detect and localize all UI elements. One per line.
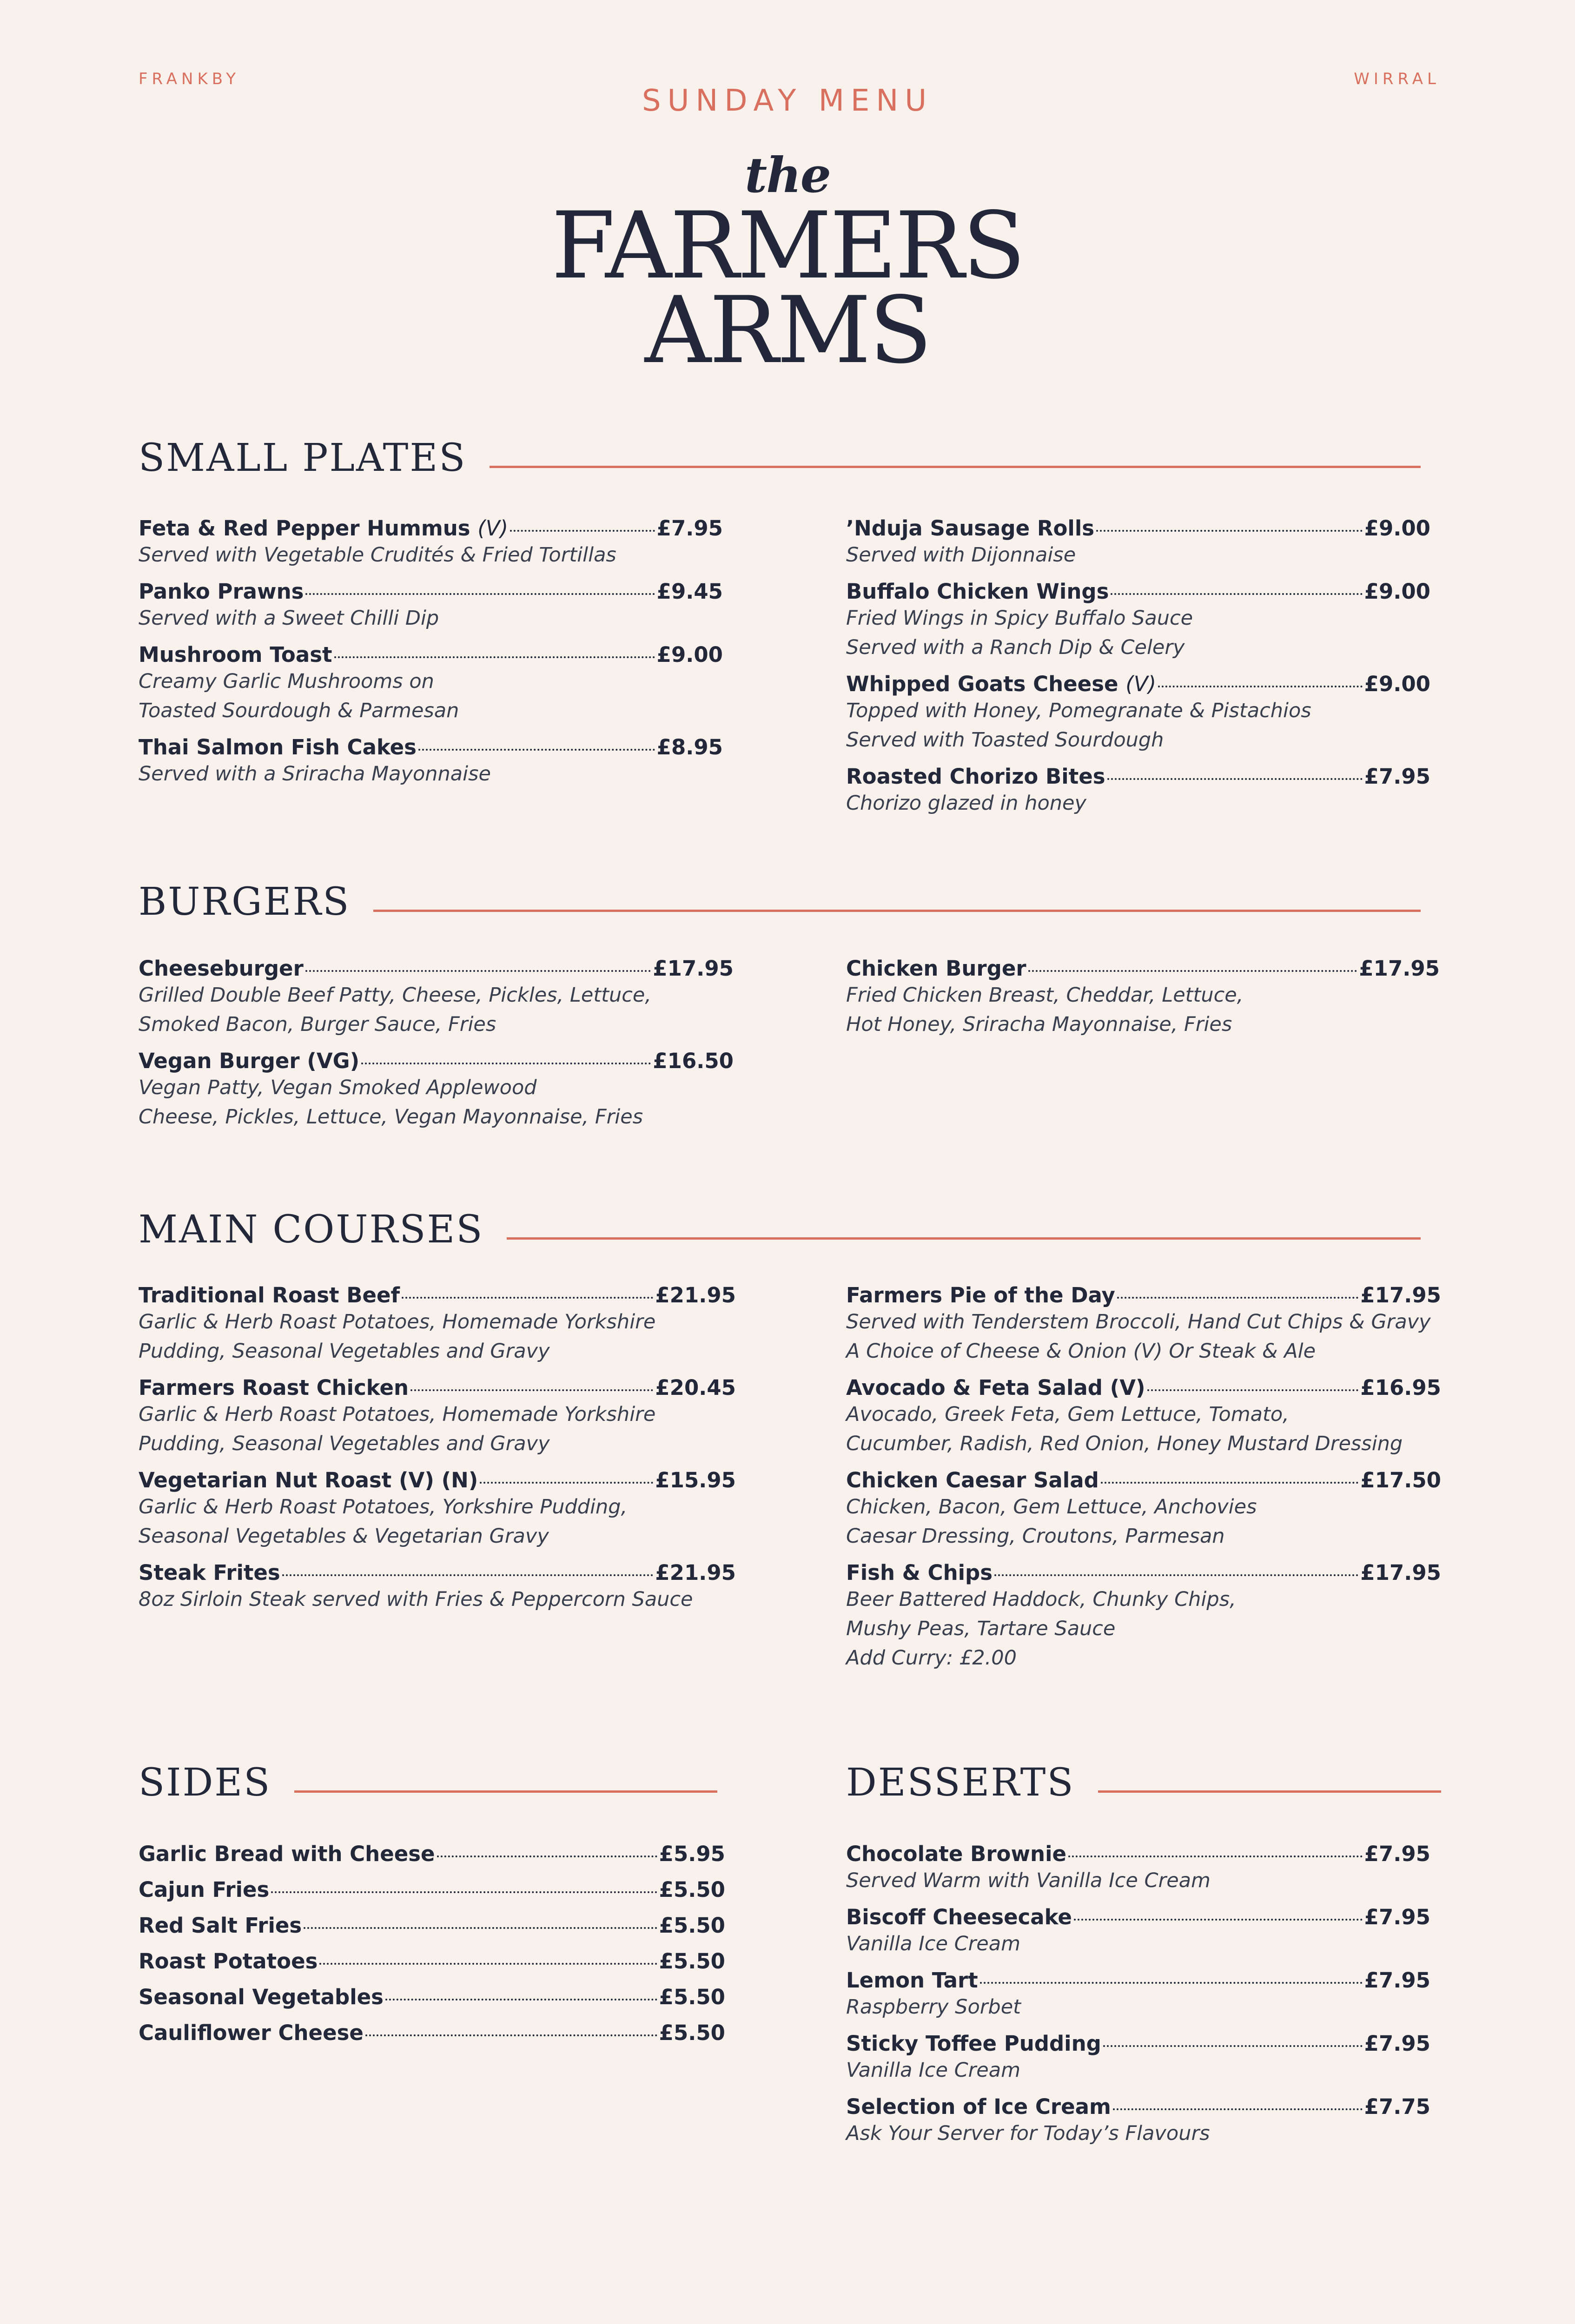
menu-item-description: Served with Dijonnaise xyxy=(846,543,1076,567)
menu-item-description: Hot Honey, Sriracha Mayonnaise, Fries xyxy=(846,1013,1232,1036)
menu-item-name-text: ’Nduja Sausage Rolls xyxy=(846,516,1095,541)
menu-item-name-text: Roasted Chorizo Bites xyxy=(846,764,1105,789)
menu-item-name-text: Chicken Burger xyxy=(846,956,1026,981)
dot-leader xyxy=(1117,1297,1358,1299)
menu-item-row xyxy=(846,2031,1430,2056)
menu-item-row xyxy=(139,642,723,667)
menu-item-row xyxy=(846,764,1430,789)
section-rule xyxy=(294,1790,717,1793)
dot-leader xyxy=(282,1574,654,1576)
menu-item-row xyxy=(139,1842,725,1866)
menu-item-row xyxy=(139,1913,725,1938)
main-courses-right-column xyxy=(846,1283,1441,1682)
section-title: MAIN COURSES xyxy=(139,1208,484,1252)
dot-leader xyxy=(1074,1919,1363,1921)
side-item xyxy=(139,1842,725,1866)
menu-type-heading: SUNDAY MENU xyxy=(642,84,933,118)
dot-leader xyxy=(1028,970,1357,972)
menu-item-description: A Choice of Cheese & Onion (V) Or Steak & Ale xyxy=(846,1340,1316,1363)
dot-leader xyxy=(1101,1482,1359,1484)
menu-item-price: £17.95 xyxy=(1360,1283,1441,1307)
menu-item xyxy=(139,735,723,789)
menu-item xyxy=(846,2031,1430,2085)
menu-item-row xyxy=(846,1283,1441,1307)
section-rule xyxy=(373,910,1421,912)
menu-item-description: Served with Tenderstem Broccoli, Hand Cut Chips & Gravy xyxy=(846,1310,1431,1334)
sides-column xyxy=(139,1842,725,2056)
menu-item xyxy=(846,1905,1430,1959)
menu-item-name-text: Avocado & Feta Salad (V) xyxy=(846,1375,1145,1400)
menu-item-name-text: Selection of Ice Cream xyxy=(846,2094,1111,2119)
menu-item-name xyxy=(139,1283,400,1307)
menu-item xyxy=(846,1560,1441,1673)
menu-item-description: Add Curry: £2.00 xyxy=(846,1646,1017,1670)
menu-item-row xyxy=(846,1560,1441,1585)
dot-leader xyxy=(1103,2045,1363,2047)
menu-item-description: Pudding, Seasonal Vegetables and Gravy xyxy=(139,1432,550,1455)
logo-the: the xyxy=(745,146,830,204)
menu-item-name xyxy=(846,1905,1072,1929)
menu-item-description: Fried Wings in Spicy Buffalo Sauce xyxy=(846,607,1193,630)
logo-title-line2: ARMS xyxy=(644,277,931,384)
menu-item-name xyxy=(139,735,417,759)
menu-item xyxy=(846,1283,1441,1366)
menu-item-description: Served with Vegetable Crudités & Fried Tortillas xyxy=(139,543,616,567)
menu-item-description: Seasonal Vegetables & Vegetarian Gravy xyxy=(139,1525,549,1548)
menu-item-description: Beer Battered Haddock, Chunky Chips, xyxy=(846,1588,1236,1611)
dot-leader xyxy=(510,530,655,532)
menu-item-row xyxy=(139,956,734,981)
menu-item-row xyxy=(846,1468,1441,1492)
menu-item-name: Cajun Fries xyxy=(139,1877,270,1902)
menu-item xyxy=(139,1283,736,1366)
menu-item-name xyxy=(139,1468,478,1492)
menu-item xyxy=(139,1375,736,1459)
menu-item xyxy=(846,672,1430,755)
dot-leader xyxy=(1147,1389,1359,1391)
section-title: SMALL PLATES xyxy=(139,436,467,480)
menu-item-description: Cucumber, Radish, Red Onion, Honey Mustard Dressing xyxy=(846,1432,1403,1455)
dot-leader xyxy=(305,593,655,595)
menu-item-price: £17.50 xyxy=(1360,1468,1441,1492)
menu-item-name xyxy=(846,764,1105,789)
menu-item xyxy=(139,1049,734,1132)
menu-item-price: £17.95 xyxy=(1359,956,1440,981)
dot-leader xyxy=(480,1482,653,1484)
menu-item-description: Fried Chicken Breast, Cheddar, Lettuce, xyxy=(846,984,1244,1007)
dot-leader xyxy=(1096,530,1363,532)
menu-item-name-text: Chicken Caesar Salad xyxy=(846,1468,1099,1492)
dietary-tag: (V) xyxy=(477,516,509,541)
menu-item-name xyxy=(846,1375,1145,1400)
menu-item-name: Seasonal Vegetables xyxy=(139,1985,384,2009)
menu-item xyxy=(139,516,723,570)
side-item xyxy=(139,2020,725,2045)
menu-item-name-text: Buffalo Chicken Wings xyxy=(846,579,1109,604)
menu-item-price: £9.00 xyxy=(1364,672,1430,696)
menu-item-price: £7.95 xyxy=(1364,764,1430,789)
menu-item-name xyxy=(846,2031,1101,2056)
menu-item-name: Cauliflower Cheese xyxy=(139,2020,364,2045)
menu-item-row xyxy=(139,1049,734,1073)
menu-item-price: £7.95 xyxy=(1364,1842,1430,1866)
menu-item-name-text: Vegan Burger (VG) xyxy=(139,1049,360,1073)
menu-item-description: Vegan Patty, Vegan Smoked Applewood xyxy=(139,1076,537,1099)
menu-item-description: Served with a Sweet Chilli Dip xyxy=(139,607,439,630)
menu-item-price: £17.95 xyxy=(1360,1560,1441,1585)
menu-item-name xyxy=(846,516,1094,541)
menu-item-price: £16.50 xyxy=(653,1049,734,1073)
menu-item-description: 8oz Sirloin Steak served with Fries & Peppercorn Sauce xyxy=(139,1588,693,1611)
menu-item-name xyxy=(139,1049,359,1073)
menu-item-name-text: Farmers Pie of the Day xyxy=(846,1283,1115,1307)
menu-item-description: Vanilla Ice Cream xyxy=(846,1932,1020,1955)
dot-leader xyxy=(1113,2108,1363,2110)
menu-item-description: Chorizo glazed in honey xyxy=(846,792,1086,815)
menu-item xyxy=(139,579,723,633)
menu-item-row xyxy=(139,1985,725,2009)
menu-item-price: £21.95 xyxy=(655,1560,736,1585)
menu-item xyxy=(846,579,1430,662)
menu-item xyxy=(139,1468,736,1551)
menu-item-description: Grilled Double Beef Patty, Cheese, Pickles, Lettuce, xyxy=(139,984,652,1007)
menu-item xyxy=(139,1560,736,1614)
menu-item xyxy=(846,1468,1441,1551)
menu-item-name xyxy=(846,1968,978,1993)
menu-item-name xyxy=(846,1468,1099,1492)
menu-item-name-text: Vegetarian Nut Roast (V) (N) xyxy=(139,1468,478,1492)
menu-item-price: £5.95 xyxy=(659,1842,725,1866)
dot-leader xyxy=(271,1891,657,1893)
menu-item-price: £7.95 xyxy=(1364,1968,1430,1993)
main-courses-left-column xyxy=(139,1283,736,1624)
side-item xyxy=(139,1877,725,1902)
dot-leader xyxy=(304,1927,657,1929)
menu-item-name-text: Steak Frites xyxy=(139,1560,280,1585)
menu-item-price: £9.45 xyxy=(656,579,723,604)
location-right: WIRRAL xyxy=(1354,70,1440,88)
menu-item-name: Roast Potatoes xyxy=(139,1949,318,1974)
menu-item-row xyxy=(846,2094,1430,2119)
menu-item-description: Caesar Dressing, Croutons, Parmesan xyxy=(846,1525,1225,1548)
menu-item-name-text: Chocolate Brownie xyxy=(846,1842,1067,1866)
menu-item-price: £8.95 xyxy=(656,735,723,759)
menu-item-row xyxy=(846,516,1430,541)
menu-item-price: £5.50 xyxy=(659,1913,725,1938)
dot-leader xyxy=(994,1574,1358,1576)
desserts-column xyxy=(846,1842,1430,2158)
logo-title-line1: FARMERS xyxy=(551,192,1024,299)
menu-item xyxy=(846,1375,1441,1459)
menu-item-description: Raspberry Sorbet xyxy=(846,1995,1021,2019)
section-main-courses-header xyxy=(139,1208,1421,1252)
location-left: FRANKBY xyxy=(139,70,240,88)
menu-item xyxy=(846,956,1440,1039)
menu-item-row xyxy=(139,1468,736,1492)
section-rule xyxy=(490,466,1421,468)
dietary-tag: (V) xyxy=(1125,672,1157,696)
menu-item xyxy=(846,2094,1430,2148)
menu-item-name-text: Lemon Tart xyxy=(846,1968,978,1993)
menu-item-row xyxy=(139,2020,725,2045)
menu-item-name: Garlic Bread with Cheese xyxy=(139,1842,435,1866)
menu-item-price: £20.45 xyxy=(655,1375,736,1400)
small-plates-left-column xyxy=(139,516,723,798)
menu-item-row xyxy=(139,1560,736,1585)
menu-item-name-text: Cheeseburger xyxy=(139,956,304,981)
menu-item-name xyxy=(139,516,508,541)
menu-item-description: Garlic & Herb Roast Potatoes, Homemade Yorkshire xyxy=(139,1310,656,1334)
menu-item-name xyxy=(846,579,1109,604)
menu-item-description: Avocado, Greek Feta, Gem Lettuce, Tomato, xyxy=(846,1403,1289,1426)
dot-leader xyxy=(361,1063,651,1064)
menu-item-name-text: Feta & Red Pepper Hummus xyxy=(139,516,470,541)
dot-leader xyxy=(418,749,655,751)
section-small-plates-header xyxy=(139,436,1421,480)
dot-leader xyxy=(437,1855,657,1857)
dot-leader xyxy=(305,970,651,972)
menu-item-name-text: Whipped Goats Cheese xyxy=(846,672,1118,696)
menu-item-name-text: Sticky Toffee Pudding xyxy=(846,2031,1101,2056)
menu-item-row xyxy=(846,1968,1430,1993)
menu-item-description: Cheese, Pickles, Lettuce, Vegan Mayonnaise, Fries xyxy=(139,1105,643,1129)
menu-item-price: £16.95 xyxy=(1360,1375,1441,1400)
menu-item-name xyxy=(846,1283,1115,1307)
menu-item xyxy=(846,1842,1430,1895)
menu-item-price: £9.00 xyxy=(1364,579,1430,604)
menu-item-description: Garlic & Herb Roast Potatoes, Homemade Yorkshire xyxy=(139,1403,656,1426)
dot-leader xyxy=(319,1963,657,1965)
side-item xyxy=(139,1913,725,1938)
menu-item-price: £7.95 xyxy=(1364,2031,1430,2056)
menu-item-name xyxy=(139,642,332,667)
menu-item-name xyxy=(846,2094,1111,2119)
dot-leader xyxy=(410,1389,653,1391)
menu-item-name xyxy=(139,1375,409,1400)
section-title: DESSERTS xyxy=(846,1761,1075,1805)
section-burgers-header xyxy=(139,880,1421,924)
dot-leader xyxy=(385,1999,657,2000)
section-title: SIDES xyxy=(139,1761,271,1805)
menu-item-name xyxy=(846,1560,993,1585)
menu-item-row xyxy=(139,579,723,604)
menu-item-row xyxy=(139,735,723,759)
section-rule xyxy=(507,1237,1421,1240)
menu-item-description: Toasted Sourdough & Parmesan xyxy=(139,699,459,722)
menu-item-description: Served with Toasted Sourdough xyxy=(846,728,1164,752)
menu-item-description: Smoked Bacon, Burger Sauce, Fries xyxy=(139,1013,496,1036)
menu-item-description: Chicken, Bacon, Gem Lettuce, Anchovies xyxy=(846,1495,1257,1519)
menu-item-name xyxy=(846,956,1026,981)
small-plates-right-column xyxy=(846,516,1430,827)
section-sides-header xyxy=(139,1761,717,1805)
menu-item-name xyxy=(846,1842,1066,1866)
menu-item-description: Ask Your Server for Today’s Flavours xyxy=(846,2122,1210,2145)
menu-item-price: £9.00 xyxy=(656,642,723,667)
burgers-left-column xyxy=(139,956,734,1141)
menu-item-description: Creamy Garlic Mushrooms on xyxy=(139,670,434,693)
menu-item-name-text: Biscoff Cheesecake xyxy=(846,1905,1072,1929)
menu-item xyxy=(139,642,723,726)
menu-item-name-text: Fish & Chips xyxy=(846,1560,993,1585)
dot-leader xyxy=(1111,593,1362,595)
menu-item-price: £5.50 xyxy=(659,2020,725,2045)
dot-leader xyxy=(365,2034,657,2036)
dot-leader xyxy=(980,1982,1363,1984)
menu-item-price: £15.95 xyxy=(655,1468,736,1492)
dot-leader xyxy=(334,656,655,658)
dot-leader xyxy=(402,1297,653,1299)
menu-item-row xyxy=(846,956,1440,981)
dot-leader xyxy=(1107,778,1363,780)
menu-item-price: £5.50 xyxy=(659,1985,725,2009)
menu-item-row xyxy=(139,1949,725,1974)
side-item xyxy=(139,1985,725,2009)
menu-item-price: £17.95 xyxy=(653,956,734,981)
menu-item-row xyxy=(846,672,1430,696)
menu-item-row xyxy=(139,1877,725,1902)
menu-item-name xyxy=(139,579,304,604)
menu-item-name-text: Mushroom Toast xyxy=(139,642,332,667)
menu-item-description: Mushy Peas, Tartare Sauce xyxy=(846,1617,1116,1640)
menu-item-description: Pudding, Seasonal Vegetables and Gravy xyxy=(139,1340,550,1363)
menu-item-price: £21.95 xyxy=(655,1283,736,1307)
menu-item-name-text: Farmers Roast Chicken xyxy=(139,1375,409,1400)
menu-item-row xyxy=(139,1283,736,1307)
section-title: BURGERS xyxy=(139,880,351,924)
menu-item-price: £5.50 xyxy=(659,1877,725,1902)
menu-item-name xyxy=(139,956,304,981)
menu-item-description: Served with a Sriracha Mayonnaise xyxy=(139,762,491,786)
menu-item-price: £5.50 xyxy=(659,1949,725,1974)
menu-item-price: £9.00 xyxy=(1364,516,1430,541)
menu-item-row xyxy=(139,1375,736,1400)
menu-item-name-text: Thai Salmon Fish Cakes xyxy=(139,735,417,759)
menu-item-row xyxy=(846,579,1430,604)
menu-item-name-text: Traditional Roast Beef xyxy=(139,1283,400,1307)
menu-item-price: £7.95 xyxy=(656,516,723,541)
burgers-right-column xyxy=(846,956,1440,1049)
menu-item-price: £7.75 xyxy=(1364,2094,1430,2119)
menu-item-description: Served with a Ranch Dip & Celery xyxy=(846,636,1185,659)
menu-item-row xyxy=(846,1905,1430,1929)
menu-item-description: Served Warm with Vanilla Ice Cream xyxy=(846,1869,1211,1892)
dot-leader xyxy=(1068,1855,1363,1857)
menu-item-description: Vanilla Ice Cream xyxy=(846,2059,1020,2082)
section-rule xyxy=(1098,1790,1441,1793)
menu-item xyxy=(846,516,1430,570)
menu-item-row xyxy=(846,1842,1430,1866)
menu-item-row xyxy=(846,1375,1441,1400)
menu-item-name xyxy=(139,1560,280,1585)
menu-item xyxy=(846,1968,1430,2022)
section-desserts-header xyxy=(846,1761,1441,1805)
menu-item-row xyxy=(139,516,723,541)
menu-item xyxy=(846,764,1430,818)
side-item xyxy=(139,1949,725,1974)
menu-item-name: Red Salt Fries xyxy=(139,1913,302,1938)
menu-item xyxy=(139,956,734,1039)
menu-item-name-text: Panko Prawns xyxy=(139,579,304,604)
menu-item-description: Topped with Honey, Pomegranate & Pistachios xyxy=(846,699,1311,722)
menu-item-name xyxy=(846,672,1156,696)
menu-item-description: Garlic & Herb Roast Potatoes, Yorkshire Pudding, xyxy=(139,1495,628,1519)
dot-leader xyxy=(1158,686,1363,687)
menu-item-price: £7.95 xyxy=(1364,1905,1430,1929)
